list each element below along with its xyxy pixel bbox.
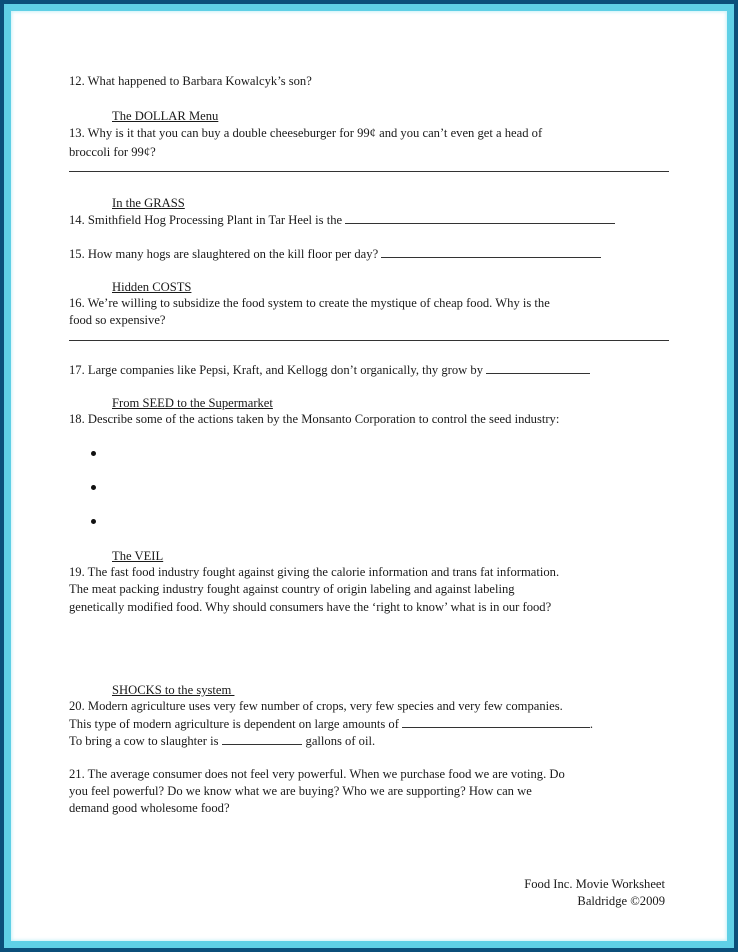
question-15-text: 15. How many hogs are slaughtered on the kill floor per day? (69, 247, 379, 261)
question-21-line-1: 21. The average consumer does not feel very powerful. When we purchase food we are voting. Do (69, 767, 565, 781)
answer-blank-15[interactable] (381, 245, 601, 258)
question-16-line-1: 16. We’re willing to subsidize the food system to create the mystique of cheap food. Why is the (69, 296, 550, 310)
question-20-line-2-text: This type of modern agriculture is dependent on large amounts of (69, 717, 399, 731)
answer-blank-17[interactable] (486, 361, 590, 374)
section-heading-shocks: SHOCKS to the system (112, 683, 235, 697)
footer-title: Food Inc. Movie Worksheet (524, 877, 665, 891)
answer-blank-14[interactable] (345, 211, 615, 224)
question-20-line-3-text: To bring a cow to slaughter is (69, 734, 219, 748)
section-heading-the-veil: The VEIL (112, 549, 164, 563)
question-15 (69, 245, 673, 263)
question-19-line-2: The meat packing industry fought against country of origin labeling and against labeling (69, 582, 515, 596)
section-heading-dollar-menu: The DOLLAR Menu (112, 109, 219, 123)
footer-credit: Baldridge ©2009 (577, 894, 665, 908)
question-12: 12. What happened to Barbara Kowalcyk’s son? (69, 74, 312, 88)
question-20-line-3-end: gallons of oil. (305, 734, 376, 748)
question-19-line-1: 19. The fast food industry fought against giving the calorie information and trans fat information. (69, 565, 560, 579)
section-heading-seed-to-supermarket: From SEED to the Supermarket (112, 396, 273, 410)
question-21-line-2: you feel powerful? Do we know what we are buying? Who we are supporting? How can we (69, 784, 532, 798)
bullet-icon (91, 451, 96, 456)
question-17 (69, 361, 673, 379)
question-13-line-2: broccoli for 99¢? (69, 145, 156, 159)
section-heading-in-the-grass: In the GRASS (112, 196, 185, 210)
question-20-line-2-end: . (589, 717, 594, 731)
question-20-line-1: 20. Modern agriculture uses very few number of crops, very few species and very few companies. (69, 699, 563, 713)
question-21-line-3: demand good wholesome food? (69, 801, 230, 815)
question-20-line-2 (69, 715, 673, 733)
question-19-line-3: genetically modified food. Why should consumers have the ‘right to know’ what is in our food? (69, 600, 552, 614)
question-18: 18. Describe some of the actions taken by the Monsanto Corporation to control the seed industry: (69, 412, 560, 426)
answer-blank-20a[interactable] (402, 715, 590, 728)
question-13-line-1: 13. Why is it that you can buy a double cheeseburger for 99¢ and you can’t even get a head of (69, 126, 543, 140)
bullet-icon (91, 519, 96, 524)
section-heading-hidden-costs: Hidden COSTS (112, 280, 192, 294)
question-17-text: 17. Large companies like Pepsi, Kraft, and Kellogg don’t organically, thy grow by (69, 363, 483, 377)
answer-blank-20b[interactable] (222, 732, 302, 745)
bullet-icon (91, 485, 96, 490)
answer-line-13[interactable] (69, 171, 669, 172)
question-14-text: 14. Smithfield Hog Processing Plant in Tar Heel is the (69, 213, 343, 227)
question-16-line-2: food so expensive? (69, 313, 166, 327)
document-frame (4, 4, 734, 948)
question-20-line-3 (69, 732, 673, 750)
question-14 (69, 211, 673, 229)
answer-line-16[interactable] (69, 340, 669, 341)
worksheet-page (11, 11, 727, 941)
